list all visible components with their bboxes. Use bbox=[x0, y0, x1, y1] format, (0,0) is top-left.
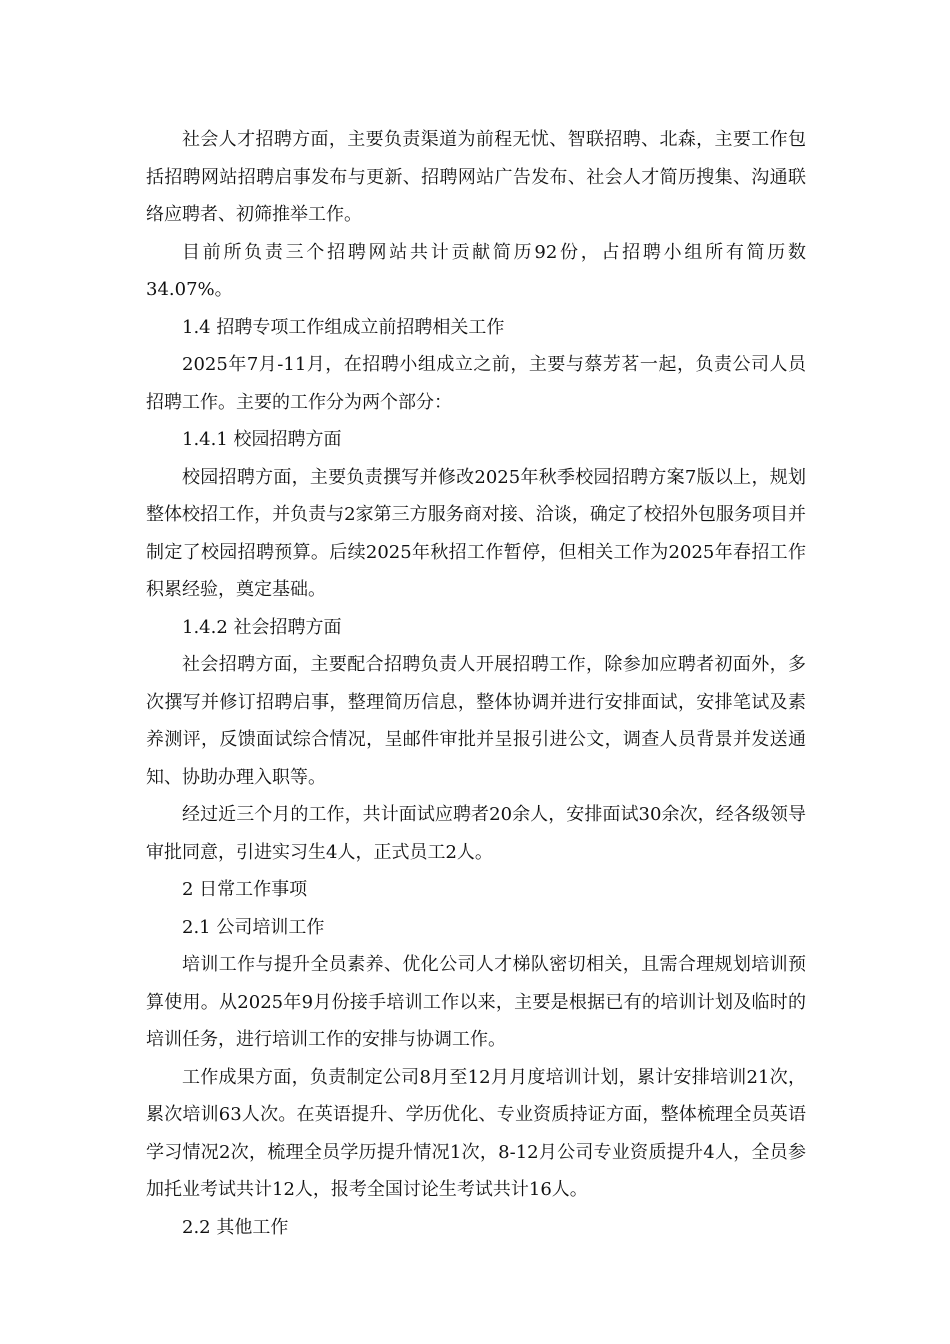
section-heading-2: 2 日常工作事项 bbox=[182, 879, 308, 900]
paragraph-pre-group-recruitment: 2025年7月-11月，在招聘小组成立之前，主要与蔡芳茗一起，负责公司人员招聘工作。主要的工作分为两个部分： bbox=[146, 354, 806, 413]
section-heading-2-2: 2.2 其他工作 bbox=[182, 1216, 289, 1238]
section-heading-1-4-2: 1.4.2 社会招聘方面 bbox=[182, 616, 342, 638]
paragraph-resume-statistics: 目前所负责三个招聘网站共计贡献简历92份，占招聘小组所有简历数34.07%。 bbox=[146, 241, 806, 300]
paragraph-training-results: 工作成果方面，负责制定公司8月至12月月度培训计划，累计安排培训21次，累次培训63人次。在英语提升、学历优化、专业资质持证方面，整体梳理全员英语学习情况2次，梳理全员学历提升情况1次，8-12月公司专业资质提升4人，全员参加托业考试共计12人，报考全国讨论生考试共计16人。 bbox=[146, 1066, 806, 1200]
paragraph-social-recruitment-channels: 社会人才招聘方面，主要负责渠道为前程无忧、智联招聘、北森，主要工作包括招聘网站招聘启事发布与更新、招聘网站广告发布、社会人才简历搜集、沟通联络应聘者、初筛推举工作。 bbox=[146, 129, 806, 225]
paragraph-training-overview: 培训工作与提升全员素养、优化公司人才梯队密切相关，且需合理规划培训预算使用。从2025年9月份接手培训工作以来，主要是根据已有的培训计划及临时的培训任务，进行培训工作的安排与协调工作。 bbox=[146, 954, 806, 1050]
section-heading-1-4: 1.4 招聘专项工作组成立前招聘相关工作 bbox=[182, 316, 505, 338]
section-heading-1-4-1: 1.4.1 校园招聘方面 bbox=[182, 429, 342, 450]
paragraph-campus-recruitment: 校园招聘方面，主要负责撰写并修改2025年秋季校园招聘方案7版以上，规划整体校招工作，并负责与2家第三方服务商对接、洽谈，确定了校招外包服务项目并制定了校园招聘预算。后续2025年秋招工作暂停，但相关工作为2025年春招工作积累经验，奠定基础。 bbox=[146, 466, 806, 600]
paragraph-social-recruitment-work: 社会招聘方面，主要配合招聘负责人开展招聘工作，除参加应聘者初面外，多次撰写并修订招聘启事，整理简历信息，整体协调并进行安排面试，安排笔试及素养测评，反馈面试综合情况，呈邮件审批并呈报引进公文，调查人员背景并发送通知、协助办理入职等。 bbox=[146, 654, 806, 788]
section-heading-2-1: 2.1 公司培训工作 bbox=[182, 916, 325, 938]
document-body bbox=[146, 121, 806, 1246]
paragraph-recruitment-results: 经过近三个月的工作，共计面试应聘者20余人，安排面试30余次，经各级领导审批同意，引进实习生4人，正式员工2人。 bbox=[146, 804, 806, 863]
